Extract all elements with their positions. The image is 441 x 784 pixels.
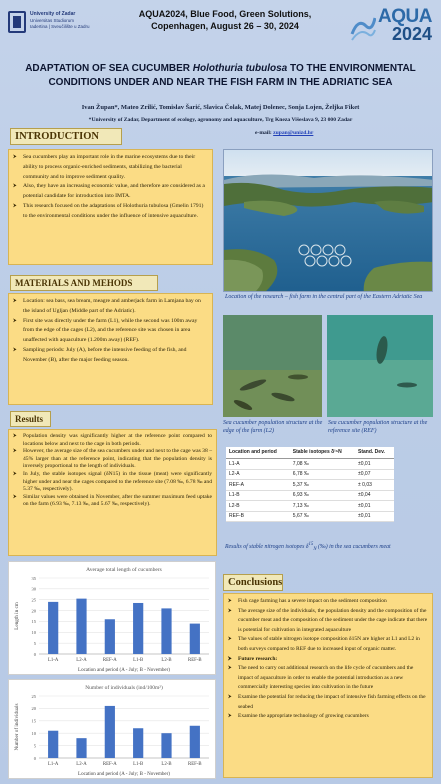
table-cell-location: REF-A: [226, 480, 290, 491]
y-tick-label: 0: [33, 755, 36, 761]
x-axis-label: Location and period (A - July; B - November): [78, 772, 170, 777]
introduction-box: [8, 149, 213, 265]
table-cell-location: L2-A: [226, 469, 290, 480]
conclusions-heading: Conclusions: [223, 574, 283, 591]
conference-line1: AQUA2024, Blue Food, Green Solutions,: [138, 9, 312, 19]
table-cell-stddev: ±0,01: [355, 511, 394, 522]
title-part2: TO THE ENVIRONMENTAL CONDITIONS UNDER AND NEAR THE FISH FARM IN THE ADRIATIC SEA: [48, 63, 416, 88]
results-box: [8, 429, 217, 556]
y-tick-label: 15: [31, 718, 36, 724]
bar: [190, 624, 200, 654]
aqua-logo-word: AQUA: [378, 6, 432, 27]
individuals-chart-svg: [9, 680, 217, 780]
table-caption: [225, 541, 430, 554]
conclusions-box: [223, 593, 433, 778]
conclusion-item: ⮞ Fish cage farming has a severe impact on the sediment composition: [228, 597, 428, 607]
x-tick-label: REF-A: [102, 658, 117, 663]
y-tick-label: 10: [31, 731, 36, 736]
materials-item: ⮞ Location: sea bass, sea bream, meagre and amberjack farm in Lamjana bay on the island of Ugljan (Middle part of the Adriatic).: [13, 297, 208, 317]
edge-photo-caption: Sea cucumber population structure at the edge of the farm (L2): [223, 420, 323, 434]
title-species: Holothuria tubulosa: [192, 63, 288, 74]
x-tick-label: L2-A: [76, 658, 87, 663]
conference-line2: Copenhagen, August 26 – 30, 2024: [151, 20, 299, 31]
table-caption-post: (‰) in the sea cucumbers meat: [316, 543, 391, 550]
length-bar-chart: [8, 561, 216, 675]
introduction-heading: INTRODUCTION: [10, 128, 122, 145]
university-name-line1: University of Zadar: [30, 11, 76, 17]
email-label: e-mail:: [255, 130, 274, 136]
intro-item: ⮞ This research focused on the adaptations of Holothuria tubulosa (Gmelin 1791) to the environmental conditions under the influence of intensive aquaculture.: [13, 202, 208, 222]
bar: [48, 602, 58, 654]
chart-title: Number of individuals (ind/100m²): [85, 685, 163, 691]
table-row: [226, 480, 394, 491]
x-tick-label: L2-B: [161, 658, 172, 663]
university-logo: [8, 8, 104, 48]
isotope-table: [226, 447, 394, 522]
farm-photo-caption: Location of the research – fish farm in the central part of the Eastern Adriatic Sea: [225, 294, 423, 300]
bar: [105, 619, 115, 654]
y-tick-label: 25: [31, 597, 36, 603]
table-cell-location: L2-B: [226, 501, 290, 512]
future-item: ⮞ Examine the appropriate technology of growing cucumbers: [228, 712, 428, 722]
table-row: [226, 469, 394, 480]
aqua-logo-year: 2024: [391, 24, 432, 44]
x-tick-label: REF-B: [188, 762, 202, 767]
x-tick-label: L2-B: [161, 762, 172, 767]
results-item: ⮞ Similar values were obtained in November, after the summer maximum feed uptake on the farm (6.93 ‰, 7.13 ‰, and 5.67 ‰, respectively).: [13, 494, 212, 509]
intro-item: ⮞ Sea cucumbers play an important role in the marine ecosystems due to their ability to process organic-enriched sediments, stabilizing the bacterial community and to improve sediment quality.: [13, 153, 208, 182]
y-tick-label: 25: [31, 693, 36, 699]
table-header-stddev: Stand. Dev.: [355, 447, 394, 459]
table-cell-stddev: ±0,04: [355, 490, 394, 501]
university-emblem-icon: [8, 11, 26, 33]
bar: [76, 738, 86, 758]
bar: [190, 726, 200, 758]
table-caption-sub: N: [313, 547, 317, 553]
authors: Ivan Župan*, Mateo Zrilić, Tomislav Šarić, Slavica Čolak, Matej Dolenec, Sonja Lojen, Željka Fiket: [81, 104, 360, 111]
y-tick-label: 5: [33, 743, 36, 749]
x-tick-label: REF-A: [102, 762, 117, 767]
y-tick-label: 20: [31, 608, 36, 614]
x-axis-label: Location and period (A - July; B - November): [78, 668, 170, 673]
intro-item: ⮞ Also, they have an increasing economic value, and therefore are considered as a potential candidate for introduction into IMTA.: [13, 182, 208, 202]
y-tick-label: 15: [31, 619, 36, 625]
poster-title: [10, 62, 431, 90]
bar: [161, 608, 171, 654]
bar: [105, 706, 115, 758]
bar: [133, 728, 143, 758]
bar: [161, 733, 171, 758]
x-tick-label: L1-A: [47, 762, 59, 767]
table-cell-stddev: ±0,07: [355, 469, 394, 480]
table-caption-sup: 15: [308, 542, 314, 547]
title-part1: ADAPTATION OF SEA CUCUMBER: [25, 63, 193, 74]
university-name-line2: Universitas Studiorum: [30, 18, 75, 23]
x-tick-label: L1-B: [133, 658, 144, 663]
email-link[interactable]: zupan@unizd.hr: [273, 130, 314, 136]
contact-email: [255, 130, 313, 136]
conference-info: [118, 9, 332, 32]
results-item: ⮞ However, the average size of the sea cucumbers under and next to the cage was 38 – 45% larger than at the reference point, indicating that the population density is inversely proportional to the length of individuals.: [13, 448, 212, 471]
y-tick-label: 10: [31, 630, 36, 636]
table-cell-isotope: 5,67 ‰: [290, 511, 355, 522]
table-header-row: [226, 447, 394, 459]
table-cell-stddev: ±0,01: [355, 459, 394, 470]
table-cell-stddev: ± 0,03: [355, 480, 394, 491]
y-axis-label: Number of individuals: [14, 703, 20, 751]
table-cell-location: L1-A: [226, 459, 290, 470]
y-tick-label: 20: [31, 706, 36, 712]
results-item: ⮞ Population density was significantly higher at the reference point compared to locations below and next to the cage in both periods.: [13, 433, 212, 448]
future-item: ⮞ Examine the potential for reducing the impact of intensive fish farming effects on the seabed: [228, 693, 428, 712]
table-header-isotopes: Stable isotopes δ¹⁵N: [290, 447, 355, 459]
table-row: [226, 490, 394, 501]
table-cell-isotope: 7,08 ‰: [290, 459, 355, 470]
table-cell-isotope: 6,78 ‰: [290, 469, 355, 480]
y-tick-label: 5: [33, 640, 36, 646]
y-tick-label: 0: [33, 651, 36, 657]
materials-heading: MATERIALS AND MEHODS: [10, 275, 158, 291]
university-name-line3: Iadertina | Sveučilište u Zadru: [30, 24, 90, 29]
materials-item: ⮞ First site was directly under the farm (L1), while the second was 100m away from the edge of the cages (L2), and the reference site was chosen in area unaffected with aquaculture (1.200m away) (REF).: [13, 317, 208, 346]
bar: [133, 603, 143, 654]
table-cell-stddev: ±0,01: [355, 501, 394, 512]
table-row: [226, 501, 394, 512]
underwater-photo-reference: [327, 315, 433, 417]
table-caption-pre: Results of stable nitrogen isotopes δ: [225, 543, 309, 550]
chart-title: Average total length of cucumbers: [86, 567, 162, 573]
table-row: [226, 459, 394, 470]
conclusion-item: ⮞ The values of stable nitrogen isotope composition δ15N are higher at L1 and L2 in both surveys compared to REF due to increased input of organic matter.: [228, 635, 428, 654]
x-tick-label: L2-A: [76, 762, 87, 767]
y-axis-label: Length in cm: [14, 602, 20, 630]
materials-box: [8, 293, 213, 405]
table-cell-isotope: 6,93 ‰: [290, 490, 355, 501]
bar: [48, 731, 58, 758]
y-tick-label: 35: [31, 575, 36, 581]
results-heading: Results: [10, 411, 51, 427]
length-chart-svg: [9, 562, 217, 676]
table-cell-location: REF-B: [226, 511, 290, 522]
table-cell-location: L1-B: [226, 490, 290, 501]
wave-icon: [350, 12, 376, 42]
reference-photo-caption: Sea cucumber population structure at the reference site (REF): [328, 420, 428, 434]
affiliation: *University of Zadar, Department of ecology, agronomy and aquaculture, Trg Kneza Višeslava 9, 23 000 Zadar: [88, 117, 353, 123]
bar: [76, 599, 86, 654]
table-cell-isotope: 5,37 ‰: [290, 480, 355, 491]
aqua2024-logo: [346, 6, 434, 50]
table-header-location: Location and period: [226, 447, 290, 459]
table-cell-isotope: 7,13 ‰: [290, 501, 355, 512]
x-tick-label: L1-B: [133, 762, 144, 767]
individuals-bar-chart: [8, 679, 216, 779]
future-research-heading: ⮞ Future research:: [228, 655, 428, 665]
underwater-photo-edge: [223, 315, 322, 417]
results-item: ⮞ In July, the stable isotopes signal (δN15) in the tissue (meat) were significantly higher under and near the cages compared to the reference site (7.08 ‰, 6.78 ‰ and 5.37 ‰, respectively).: [13, 471, 212, 494]
table-row: [226, 511, 394, 522]
conclusion-item: ⮞ The average size of the individuals, the population density and the composition of the cucumber meat and the composition of the sediment under the cage indicate that there is potential for cultivation in integrated aquaculture: [228, 607, 428, 636]
x-tick-label: REF-B: [188, 658, 202, 663]
x-tick-label: L1-A: [47, 658, 59, 663]
fish-farm-aerial-photo: [223, 149, 433, 292]
y-tick-label: 30: [31, 586, 36, 592]
future-item: ⮞ The need to carry out additional research on the life cycle of cucumbers and the impact of aquaculture in order to enable the potential introduction as a new commercially interesting species into cultivation in the future: [228, 664, 428, 693]
materials-item: ⮞ Sampling periods: July (A), before the intensive feeding of the fish, and November (B), after the major feeding season.: [13, 346, 208, 366]
